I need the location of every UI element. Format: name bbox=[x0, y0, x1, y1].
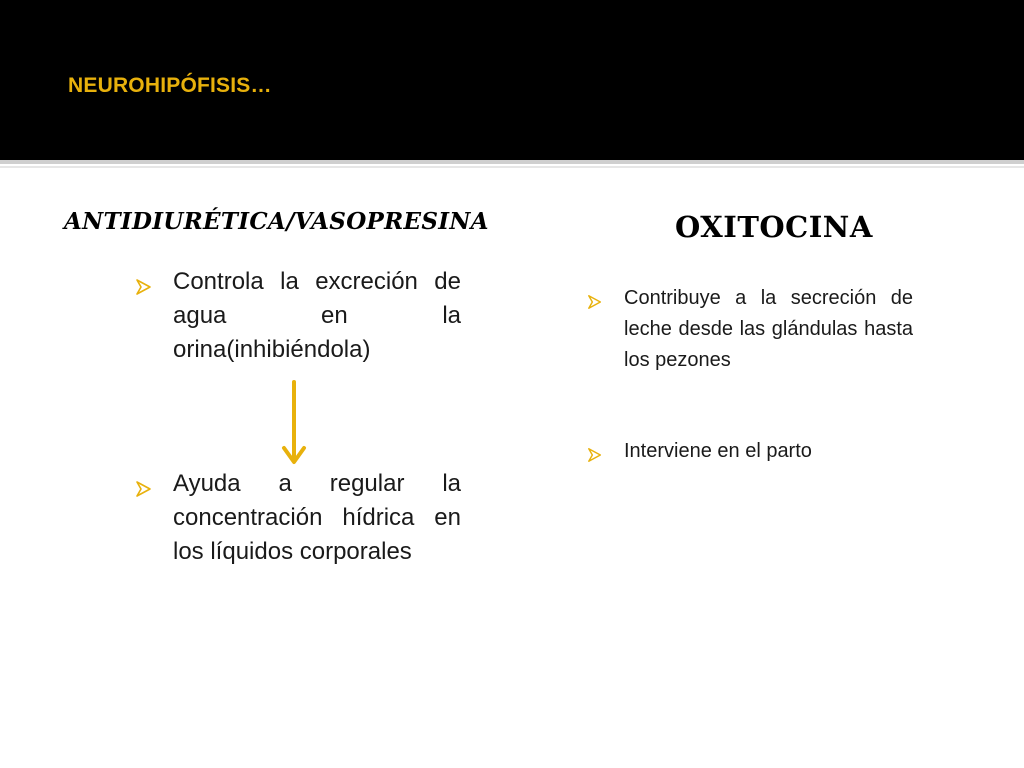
left-bullet-text: Controla la excreción de agua en la orina(inhibiéndola) bbox=[173, 268, 461, 363]
right-bullet-text: Interviene en el parto bbox=[624, 440, 812, 462]
left-bullet-item bbox=[135, 467, 461, 569]
arrow-bullet-icon bbox=[135, 272, 153, 306]
left-bullet-item bbox=[135, 265, 461, 367]
arrow-bullet-icon bbox=[135, 474, 153, 508]
left-column-heading: ANTIDIURÉTICA/VASOPRESINA bbox=[64, 208, 489, 235]
header-divider-secondary bbox=[0, 166, 1024, 168]
arrow-down-icon bbox=[280, 380, 308, 473]
right-bullet-text: Contribuye a la secreción de leche desde las glándulas hasta los pezones bbox=[624, 287, 913, 371]
arrow-bullet-icon bbox=[587, 442, 603, 473]
arrow-bullet-icon bbox=[587, 289, 603, 320]
right-bullet-item bbox=[587, 283, 913, 376]
right-bullet-item bbox=[587, 436, 913, 467]
slide-title: NEUROHIPÓFISIS… bbox=[68, 74, 272, 97]
right-column-heading: OXITOCINA bbox=[675, 210, 873, 244]
left-bullet-text: Ayuda a regular la concentración hídrica en los líquidos corporales bbox=[173, 470, 461, 565]
header-divider bbox=[0, 160, 1024, 164]
